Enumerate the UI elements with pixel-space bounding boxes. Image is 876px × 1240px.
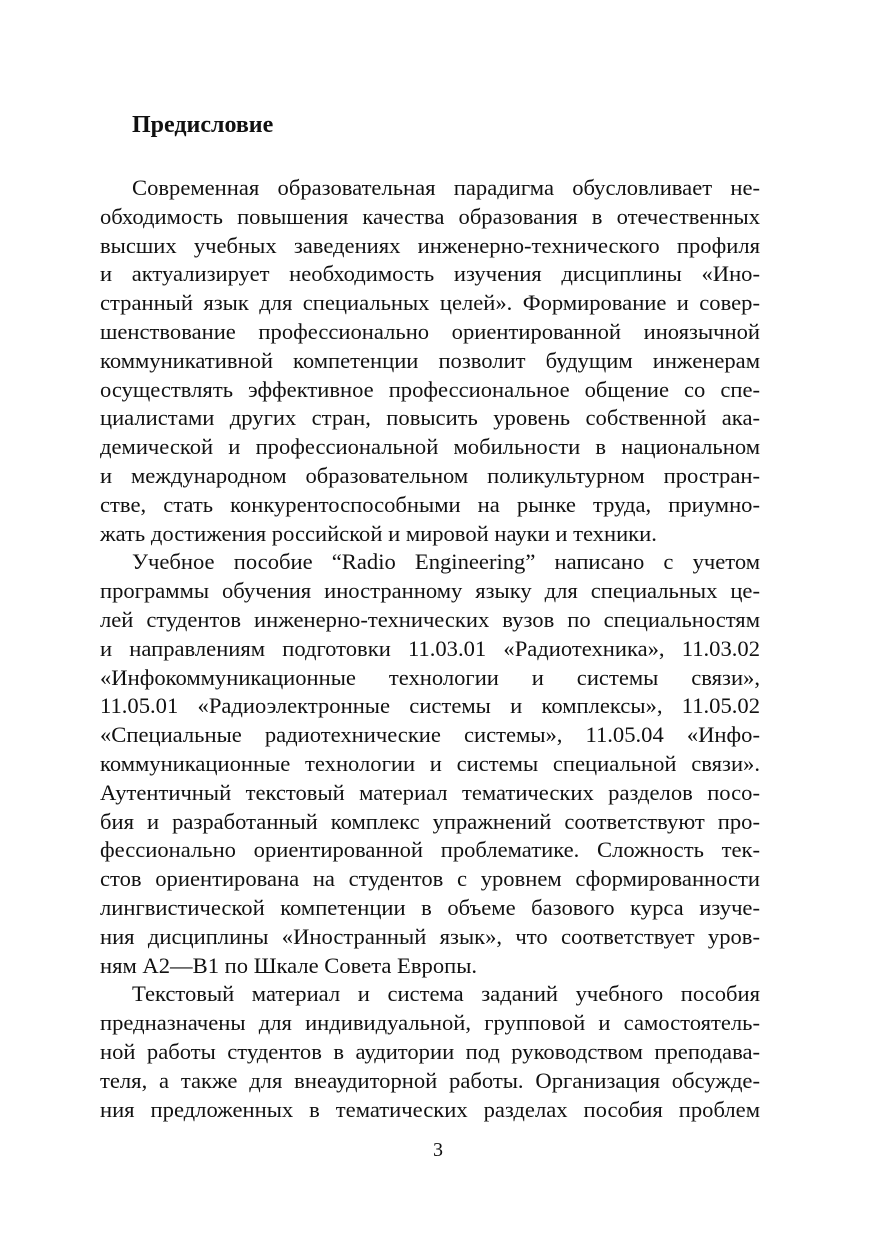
text-line: циалистами других стран, повысить уровень собственной ака- [100,405,760,431]
text-line: шенствование профессионально ориентированной иноязычной [100,318,760,344]
paragraph-3 [100,980,760,1124]
text-line: Текстовый материал и система заданий учебного пособия [132,981,760,1007]
text-line: фессионально ориентированной проблематике. Сложность тек- [100,837,760,863]
text-line: коммуникативной компетенции позволит будущим инженерам [100,347,760,373]
text-line: предназначены для индивидуальной, групповой и самостоятель- [100,1010,760,1036]
text-line: ния предложенных в тематических разделах пособия проблем [100,1096,760,1122]
text-line: и международном образовательном поликультурном простран- [100,462,760,488]
page-number: 3 [433,1139,443,1161]
paragraph-2 [100,548,760,980]
text-line: ной работы студентов в аудитории под руководством преподава- [100,1038,760,1064]
paragraph-1 [100,174,760,548]
text-line: и актуализирует необходимость изучения дисциплины «Ино- [100,261,760,287]
text-line: жать достижения российской и мировой науки и техники. [100,520,657,546]
text-line: Учебное пособие “Radio Engineering” написано с учетом [132,549,760,575]
text-line: «Инфокоммуникационные технологии и системы связи», [100,664,760,690]
text-line: осуществлять эффективное профессиональное общение со спе- [100,376,760,402]
text-line: и направлениям подготовки 11.03.01 «Радиотехника», 11.03.02 [100,635,760,661]
body-text [100,174,760,1124]
text-line: «Специальные радиотехнические системы», 11.05.04 «Инфо- [100,722,760,748]
text-line: ням А2—В1 по Шкале Совета Европы. [100,952,478,978]
text-line: коммуникационные технологии и системы специальной связи». [100,750,760,776]
text-line: стве, стать конкурентоспособными на рынке труда, приумно- [100,491,760,517]
text-line: странный язык для специальных целей». Формирование и совер- [100,290,760,316]
text-line: обходимость повышения качества образования в отечественных [100,203,760,229]
text-line: теля, а также для внеаудиторной работы. Организация обсужде- [100,1067,760,1093]
text-line: лингвистической компетенции в объеме базового курса изуче- [100,894,760,920]
text-line: ния дисциплины «Иностранный язык», что соответствует уров- [100,923,760,949]
text-line: программы обучения иностранному языку для специальных це- [100,578,760,604]
text-line: Современная образовательная парадигма обусловливает не- [132,175,760,200]
text-line: 11.05.01 «Радиоэлектронные системы и комплексы», 11.05.02 [100,693,760,719]
text-line: высших учебных заведениях инженерно-технического профиля [100,232,760,258]
text-line: Аутентичный текстовый материал тематических разделов посо- [100,779,760,805]
text-line: лей студентов инженерно-технических вузов по специальностям [100,606,760,632]
text-line: бия и разработанный комплекс упражнений соответствуют про- [100,808,760,834]
text-line: стов ориентирована на студентов с уровнем сформированности [100,866,760,892]
text-line: демической и профессиональной мобильности в национальном [100,434,760,460]
page-heading: Предисловие [132,112,274,138]
